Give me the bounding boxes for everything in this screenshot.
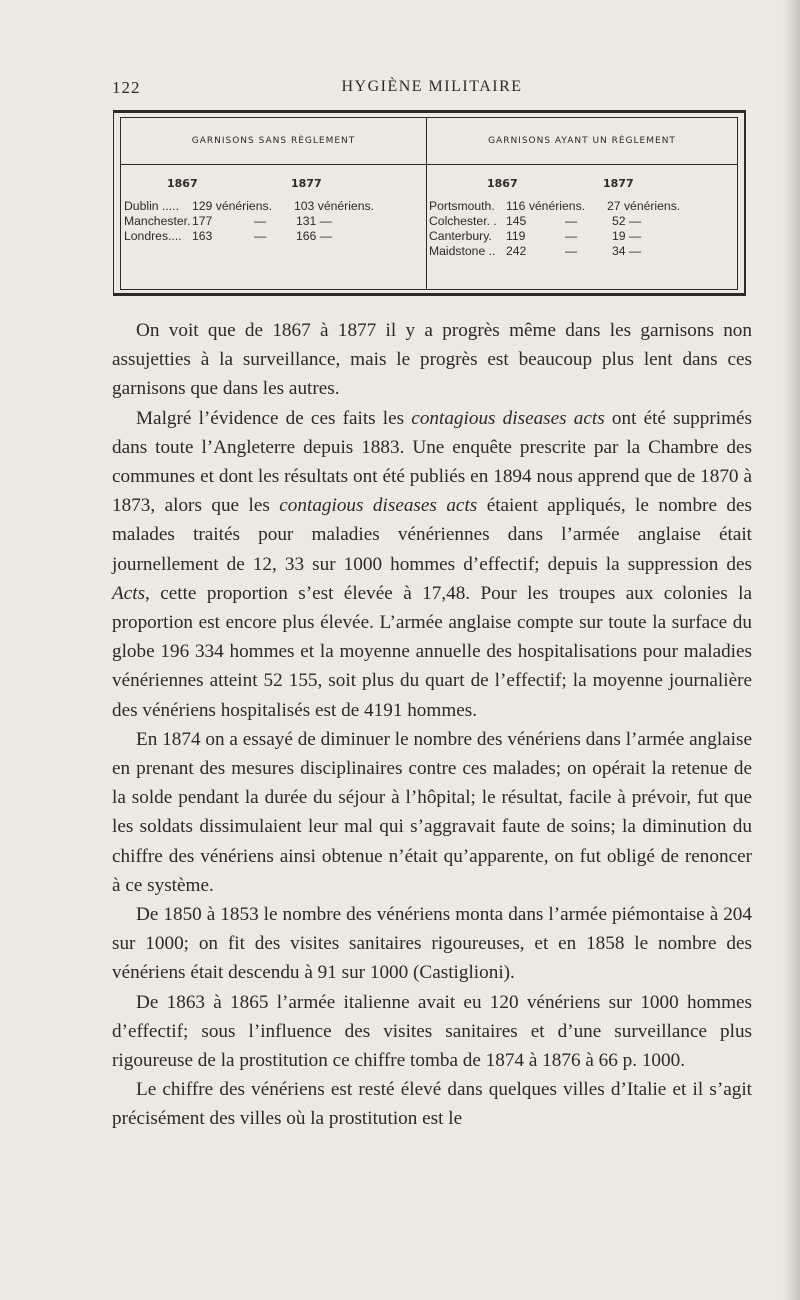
column-heading: GARNISONS AYANT UN RÈGLEMENT <box>427 118 737 165</box>
value-1877: 19 — <box>612 229 642 243</box>
paragraph: En 1874 on a essayé de diminuer le nombre des vénériens dans l’armée anglaise en prenant des mesures disciplinaires contre ces malades; on opérait la retenue de la solde pendant la durée du séjour à l’hôpital; le résultat, facile à prévoir, fut que les soldats dissimulaient leur mal qui s’aggravait faute de soins; la diminution du chiffre des vénériens ainsi obtenue n’était qu’apparente, on fut obligé de renoncer à ce système. <box>112 728 752 896</box>
value-1867: 129 vénériens. <box>192 199 272 213</box>
value-1877: 27 vénériens. <box>607 199 681 213</box>
text-run: ont été supprimés dans toute l’Angleterre depuis 1883. Une enquête prescrite par la Chambre des communes et dont les résultats ont été publiés en 1894 nous apprend que de 1870 à 1873, alors que les <box>112 407 752 517</box>
city-name: Colchester. . <box>429 214 497 228</box>
value-1877: 103 vénériens. <box>294 199 374 213</box>
table-row <box>427 199 737 214</box>
table-row <box>121 229 426 244</box>
table-row <box>121 214 426 229</box>
italic-term: Acts <box>112 582 146 604</box>
year-header-row <box>427 177 737 199</box>
value-1867: 116 vénériens. <box>506 199 586 213</box>
italic-term: contagious diseases acts <box>279 495 478 517</box>
value-1877: 52 — <box>612 214 642 228</box>
city-name: Londres.... <box>124 229 182 243</box>
paragraph: De 1850 à 1853 le nombre des vénériens monta dans l’armée piémontaise à 204 sur 1000; on fit des visites sanitaires rigoureuses, et en 1858 le nombre des vénériens était descendu à 91 sur 1000 (Castiglioni). <box>112 904 752 984</box>
value-1877: 34 — <box>612 244 642 258</box>
ditto-dash: — <box>565 229 578 243</box>
paragraph: De 1863 à 1865 l’armée italienne avait eu 120 vénériens sur 1000 hommes d’effectif; sous l’influence des visites sanitaires et d’une surveillance plus rigoureuse de la prostitution ce chiffre tomba de 1874 à 1876 à 66 p. 1000. <box>112 991 752 1072</box>
garrison-table <box>113 110 746 296</box>
value-1877: 166 — <box>296 229 332 243</box>
year-label: 1877 <box>603 177 634 190</box>
year-header-row <box>121 177 426 199</box>
table-row <box>427 214 737 229</box>
text-run: étaient appliqués, le nombre des malades traités pour maladies vénériennes dans l’armée anglaise était journellement de 12, 33 sur 1000 hommes d’effectif; depuis la suppression des <box>112 495 752 575</box>
italic-term: contagious diseases acts <box>411 407 605 429</box>
value-1867: 163 <box>192 229 213 243</box>
text-run: Malgré l’évidence de ces faits les <box>136 407 412 429</box>
text-run: , cette proportion s’est élevée à 17,48. Pour les troupes aux colonies la proportion est encore plus élevée. L’armée anglaise compte sur toute la surface du globe 196 334 hommes et la moyenne annuelle des hospitalisations pour maladies vénériennes atteint 52 155, soit plus du quart de l’effectif; la moyenne journalière des vénériens hospitalisés est de 4191 hommes. <box>112 582 752 721</box>
column-heading: GARNISONS SANS RÈGLEMENT <box>121 118 426 165</box>
ditto-dash: — <box>254 214 267 228</box>
table-column-without-regulation <box>121 118 427 289</box>
table-row <box>427 229 737 244</box>
value-1867: 242 <box>506 244 527 258</box>
table-row <box>121 199 426 214</box>
table-rows <box>427 199 737 259</box>
table-column-with-regulation <box>427 118 737 289</box>
value-1867: 119 <box>506 229 526 243</box>
value-1877: 131 — <box>296 214 332 228</box>
year-label: 1877 <box>291 177 322 190</box>
paragraph: On voit que de 1867 à 1877 il y a progrès même dans les garnisons non assujetties à la surveillance, mais le progrès est beaucoup plus lent dans ces garnisons que dans les autres. <box>112 320 752 400</box>
table-row <box>427 244 737 259</box>
ditto-dash: — <box>565 244 578 258</box>
page-header <box>112 78 752 104</box>
value-1867: 177 <box>192 214 213 228</box>
running-title: HYGIÈNE MILITAIRE <box>341 78 523 95</box>
table-rows <box>121 199 426 244</box>
paragraph <box>112 404 752 725</box>
city-name: Portsmouth. <box>429 199 495 213</box>
paragraph: Le chiffre des vénériens est resté élevé dans quelques villes d’Italie et il s’agit précisément des villes où la prostitution est le <box>112 1079 752 1130</box>
garrison-table-inner <box>120 117 738 290</box>
city-name: Canterbury. <box>429 229 492 243</box>
year-label: 1867 <box>487 177 518 190</box>
city-name: Dublin ..... <box>124 199 179 213</box>
ditto-dash: — <box>254 229 267 243</box>
year-label: 1867 <box>167 177 198 190</box>
body-text <box>112 316 752 1134</box>
page-number: 122 <box>112 78 141 97</box>
value-1867: 145 <box>506 214 527 228</box>
ditto-dash: — <box>565 214 578 228</box>
city-name: Manchester. <box>124 214 191 228</box>
page-edge-shadow <box>782 0 800 1300</box>
city-name: Maidstone .. <box>429 244 496 258</box>
